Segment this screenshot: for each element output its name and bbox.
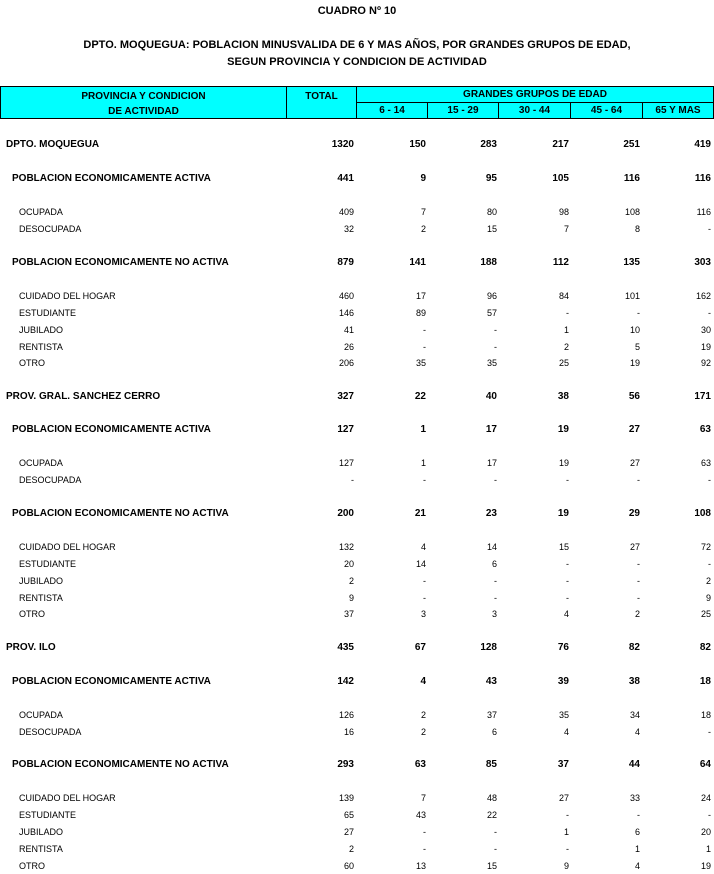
table-row xyxy=(0,592,714,604)
row-value: 57 xyxy=(486,308,497,318)
table-row xyxy=(0,809,714,821)
header-age-1: 15 - 29 xyxy=(427,102,499,119)
row-value: 135 xyxy=(623,257,640,268)
row-value: 162 xyxy=(695,291,711,301)
row-value: 17 xyxy=(485,424,497,435)
row-value: 4 xyxy=(420,676,426,687)
row-value: 141 xyxy=(409,257,426,268)
row-value: - xyxy=(566,810,569,820)
table-title-line2: SEGUN PROVINCIA Y CONDICION DE ACTIVIDAD xyxy=(227,56,487,68)
table-row xyxy=(0,726,714,738)
row-value: - xyxy=(423,576,426,586)
row-value: 32 xyxy=(343,224,354,234)
row-value: 2 xyxy=(420,710,426,720)
table-row xyxy=(0,206,714,218)
row-value: 2 xyxy=(348,576,354,586)
row-value: 22 xyxy=(414,391,426,402)
table-title-line1: DPTO. MOQUEGUA: POBLACION MINUSVALIDA DE 6 Y MAS AÑOS, POR GRANDES GRUPOS DE EDAD, xyxy=(83,39,631,51)
row-value: 127 xyxy=(338,458,354,468)
row-value: 435 xyxy=(337,642,354,653)
row-value: 6 xyxy=(634,827,640,837)
row-value: 116 xyxy=(623,173,640,184)
row-value: 4 xyxy=(634,861,640,871)
row-label: OTRO xyxy=(19,609,45,619)
row-label: CUIDADO DEL HOGAR xyxy=(19,542,116,552)
row-value: 10 xyxy=(629,325,640,335)
row-value: 22 xyxy=(486,810,497,820)
header-age-3: 45 - 64 xyxy=(570,102,643,119)
row-value: 879 xyxy=(337,257,354,268)
row-value: 127 xyxy=(337,424,354,435)
row-value: - xyxy=(566,593,569,603)
table-row xyxy=(0,709,714,721)
row-value: 108 xyxy=(624,207,640,217)
row-value: 44 xyxy=(628,759,640,770)
row-label: DESOCUPADA xyxy=(19,727,82,737)
row-value: 14 xyxy=(486,542,497,552)
row-value: 116 xyxy=(694,173,711,184)
row-value: - xyxy=(494,593,497,603)
row-value: 6 xyxy=(491,559,497,569)
row-value: 89 xyxy=(415,308,426,318)
row-value: 43 xyxy=(485,676,497,687)
row-value: 206 xyxy=(338,358,354,368)
row-value: 20 xyxy=(700,827,711,837)
row-value: 15 xyxy=(486,224,497,234)
row-value: 63 xyxy=(700,458,711,468)
row-value: - xyxy=(423,844,426,854)
row-value: 2 xyxy=(348,844,354,854)
row-value: 25 xyxy=(700,609,711,619)
row-label: ESTUDIANTE xyxy=(19,308,77,318)
row-value: 6 xyxy=(491,727,497,737)
row-value: - xyxy=(637,308,640,318)
row-label: PROV. ILO xyxy=(6,642,56,653)
row-value: 9 xyxy=(348,593,354,603)
row-value: 34 xyxy=(629,710,640,720)
row-value: 33 xyxy=(629,793,640,803)
row-value: 4 xyxy=(634,727,640,737)
row-value: 283 xyxy=(480,139,497,150)
table-row xyxy=(0,508,714,520)
row-value: - xyxy=(708,224,711,234)
row-label: RENTISTA xyxy=(19,593,63,603)
row-value: - xyxy=(494,576,497,586)
row-value: 17 xyxy=(486,458,497,468)
row-value: 27 xyxy=(629,458,640,468)
row-value: 2 xyxy=(420,727,426,737)
table-row xyxy=(0,474,714,486)
row-value: 132 xyxy=(338,542,354,552)
row-value: 419 xyxy=(694,139,711,150)
row-value: 37 xyxy=(557,759,569,770)
row-value: 1 xyxy=(705,844,711,854)
row-value: 2 xyxy=(563,342,569,352)
row-value: 293 xyxy=(337,759,354,770)
row-value: - xyxy=(637,810,640,820)
row-value: - xyxy=(494,342,497,352)
row-label: POBLACION ECONOMICAMENTE NO ACTIVA xyxy=(12,508,229,519)
table-row xyxy=(0,223,714,235)
row-value: 18 xyxy=(700,710,711,720)
row-value: - xyxy=(494,827,497,837)
row-value: 27 xyxy=(343,827,354,837)
header-age-2: 30 - 44 xyxy=(498,102,571,119)
row-value: - xyxy=(637,559,640,569)
row-value: 4 xyxy=(420,542,426,552)
row-value: 96 xyxy=(486,291,497,301)
table-row xyxy=(0,575,714,587)
row-value: 303 xyxy=(694,257,711,268)
table-row xyxy=(0,642,714,654)
row-value: 171 xyxy=(694,391,711,402)
row-label: OTRO xyxy=(19,861,45,871)
row-value: - xyxy=(566,475,569,485)
row-value: 1 xyxy=(563,827,569,837)
table-row xyxy=(0,457,714,469)
row-value: 150 xyxy=(409,139,426,150)
header-total: TOTAL xyxy=(305,91,338,102)
row-value: 251 xyxy=(623,139,640,150)
header-age-0: 6 - 14 xyxy=(356,102,428,119)
table-row xyxy=(0,357,714,369)
row-value: 19 xyxy=(629,358,640,368)
row-value: 38 xyxy=(628,676,640,687)
row-value: 2 xyxy=(420,224,426,234)
row-value: 80 xyxy=(486,207,497,217)
table-row xyxy=(0,843,714,855)
row-value: 217 xyxy=(552,139,569,150)
header-label-line1: PROVINCIA Y CONDICION xyxy=(81,91,206,102)
row-value: 18 xyxy=(699,676,711,687)
row-value: 35 xyxy=(558,710,569,720)
row-value: - xyxy=(708,810,711,820)
row-value: 19 xyxy=(557,424,569,435)
row-label: DESOCUPADA xyxy=(19,224,82,234)
row-value: 43 xyxy=(415,810,426,820)
row-value: 101 xyxy=(624,291,640,301)
row-value: - xyxy=(566,844,569,854)
table-row xyxy=(0,860,714,872)
row-value: 8 xyxy=(634,224,640,234)
table-row xyxy=(0,424,714,436)
table-row xyxy=(0,608,714,620)
row-value: - xyxy=(351,475,354,485)
row-value: - xyxy=(423,342,426,352)
table-row xyxy=(0,826,714,838)
row-value: 1 xyxy=(634,844,640,854)
row-value: 37 xyxy=(486,710,497,720)
row-value: 3 xyxy=(491,609,497,619)
row-value: 1 xyxy=(420,424,426,435)
row-value: 27 xyxy=(558,793,569,803)
row-value: 95 xyxy=(485,173,497,184)
row-value: 63 xyxy=(699,424,711,435)
table-row xyxy=(0,257,714,269)
row-value: 41 xyxy=(343,325,354,335)
row-value: 105 xyxy=(552,173,569,184)
row-label: DPTO. MOQUEGUA xyxy=(6,139,100,150)
row-value: 35 xyxy=(486,358,497,368)
row-value: 188 xyxy=(480,257,497,268)
row-value: 98 xyxy=(558,207,569,217)
row-value: 441 xyxy=(337,173,354,184)
row-value: - xyxy=(423,475,426,485)
table-row xyxy=(0,676,714,688)
row-value: 128 xyxy=(480,642,497,653)
row-label: DESOCUPADA xyxy=(19,475,82,485)
row-value: 64 xyxy=(699,759,711,770)
row-value: 20 xyxy=(343,559,354,569)
header-total-cell xyxy=(286,86,357,119)
table-row xyxy=(0,759,714,771)
row-value: 19 xyxy=(558,458,569,468)
row-value: 19 xyxy=(700,342,711,352)
row-value: 60 xyxy=(343,861,354,871)
row-value: 7 xyxy=(420,793,426,803)
row-value: 72 xyxy=(700,542,711,552)
table-row xyxy=(0,290,714,302)
row-label: JUBILADO xyxy=(19,576,64,586)
row-value: 200 xyxy=(337,508,354,519)
row-value: 21 xyxy=(414,508,426,519)
row-value: 9 xyxy=(420,173,426,184)
row-value: 1 xyxy=(420,458,426,468)
row-value: 35 xyxy=(415,358,426,368)
header-label-cell xyxy=(0,86,287,119)
row-label: JUBILADO xyxy=(19,827,64,837)
row-value: 25 xyxy=(558,358,569,368)
row-value: 84 xyxy=(558,291,569,301)
row-value: - xyxy=(637,576,640,586)
table-row xyxy=(0,541,714,553)
row-label: JUBILADO xyxy=(19,325,64,335)
row-value: 15 xyxy=(558,542,569,552)
row-label: CUIDADO DEL HOGAR xyxy=(19,291,116,301)
row-value: 116 xyxy=(696,207,711,217)
table-row xyxy=(0,391,714,403)
row-value: - xyxy=(708,727,711,737)
row-value: 37 xyxy=(343,609,354,619)
row-value: 2 xyxy=(634,609,640,619)
row-value: 9 xyxy=(705,593,711,603)
row-value: - xyxy=(637,593,640,603)
row-label: POBLACION ECONOMICAMENTE ACTIVA xyxy=(12,173,211,184)
table-row xyxy=(0,139,714,151)
row-value: 19 xyxy=(557,508,569,519)
cuadro-number: CUADRO Nº 10 xyxy=(317,5,397,17)
row-value: 460 xyxy=(338,291,354,301)
row-label: POBLACION ECONOMICAMENTE ACTIVA xyxy=(12,424,211,435)
row-label: PROV. GRAL. SANCHEZ CERRO xyxy=(6,391,161,402)
table-header xyxy=(0,86,714,119)
row-value: - xyxy=(637,475,640,485)
row-label: OCUPADA xyxy=(19,710,63,720)
row-value: 85 xyxy=(485,759,497,770)
row-value: 76 xyxy=(557,642,569,653)
row-label: POBLACION ECONOMICAMENTE NO ACTIVA xyxy=(12,257,229,268)
row-label: OCUPADA xyxy=(19,458,63,468)
row-value: 19 xyxy=(700,861,711,871)
table-row xyxy=(0,307,714,319)
row-value: 409 xyxy=(338,207,354,217)
row-value: 3 xyxy=(420,609,426,619)
row-value: - xyxy=(423,593,426,603)
header-label-line2: DE ACTIVIDAD xyxy=(108,106,179,117)
row-label: OTRO xyxy=(19,358,45,368)
row-value: 27 xyxy=(629,542,640,552)
table-row xyxy=(0,792,714,804)
header-group-cell xyxy=(356,86,714,103)
row-value: 142 xyxy=(337,676,354,687)
row-label: OCUPADA xyxy=(19,207,63,217)
row-value: 29 xyxy=(628,508,640,519)
row-value: 17 xyxy=(415,291,426,301)
row-label: ESTUDIANTE xyxy=(19,810,77,820)
row-value: - xyxy=(708,559,711,569)
row-value: 1 xyxy=(563,325,569,335)
row-value: 82 xyxy=(628,642,640,653)
row-value: - xyxy=(494,325,497,335)
row-value: 30 xyxy=(700,325,711,335)
row-value: 146 xyxy=(338,308,354,318)
row-value: - xyxy=(566,308,569,318)
row-value: 1320 xyxy=(331,139,354,150)
row-value: 2 xyxy=(705,576,711,586)
table-row xyxy=(0,173,714,185)
row-value: - xyxy=(423,827,426,837)
row-value: 5 xyxy=(634,342,640,352)
row-value: 9 xyxy=(563,861,569,871)
row-label: RENTISTA xyxy=(19,844,63,854)
row-value: 40 xyxy=(485,391,497,402)
row-value: - xyxy=(708,308,711,318)
header-group: GRANDES GRUPOS DE EDAD xyxy=(463,89,607,100)
row-value: 65 xyxy=(343,810,354,820)
row-value: 13 xyxy=(415,861,426,871)
row-value: 48 xyxy=(486,793,497,803)
table-row xyxy=(0,324,714,336)
row-value: 7 xyxy=(563,224,569,234)
row-value: 56 xyxy=(628,391,640,402)
row-value: 327 xyxy=(337,391,354,402)
row-value: 39 xyxy=(557,676,569,687)
row-label: RENTISTA xyxy=(19,342,63,352)
row-label: POBLACION ECONOMICAMENTE ACTIVA xyxy=(12,676,211,687)
row-value: 4 xyxy=(563,727,569,737)
row-value: 4 xyxy=(563,609,569,619)
row-value: 38 xyxy=(557,391,569,402)
row-value: - xyxy=(494,844,497,854)
row-value: 63 xyxy=(414,759,426,770)
row-value: 27 xyxy=(628,424,640,435)
row-value: 16 xyxy=(343,727,354,737)
row-value: 15 xyxy=(486,861,497,871)
table-row xyxy=(0,341,714,353)
header-age-4: 65 Y MAS xyxy=(642,102,714,119)
row-value: 7 xyxy=(420,207,426,217)
row-value: - xyxy=(423,325,426,335)
row-label: POBLACION ECONOMICAMENTE NO ACTIVA xyxy=(12,759,229,770)
row-value: 108 xyxy=(694,508,711,519)
row-value: 139 xyxy=(338,793,354,803)
row-value: - xyxy=(566,559,569,569)
row-value: 112 xyxy=(552,257,569,268)
row-value: 24 xyxy=(700,793,711,803)
row-value: 14 xyxy=(415,559,426,569)
row-value: 82 xyxy=(699,642,711,653)
row-label: ESTUDIANTE xyxy=(19,559,77,569)
row-value: 126 xyxy=(338,710,354,720)
row-label: CUIDADO DEL HOGAR xyxy=(19,793,116,803)
row-value: 26 xyxy=(343,342,354,352)
table-row xyxy=(0,558,714,570)
row-value: 67 xyxy=(414,642,426,653)
row-value: - xyxy=(494,475,497,485)
row-value: 92 xyxy=(700,358,711,368)
row-value: - xyxy=(708,475,711,485)
row-value: 23 xyxy=(485,508,497,519)
row-value: - xyxy=(566,576,569,586)
